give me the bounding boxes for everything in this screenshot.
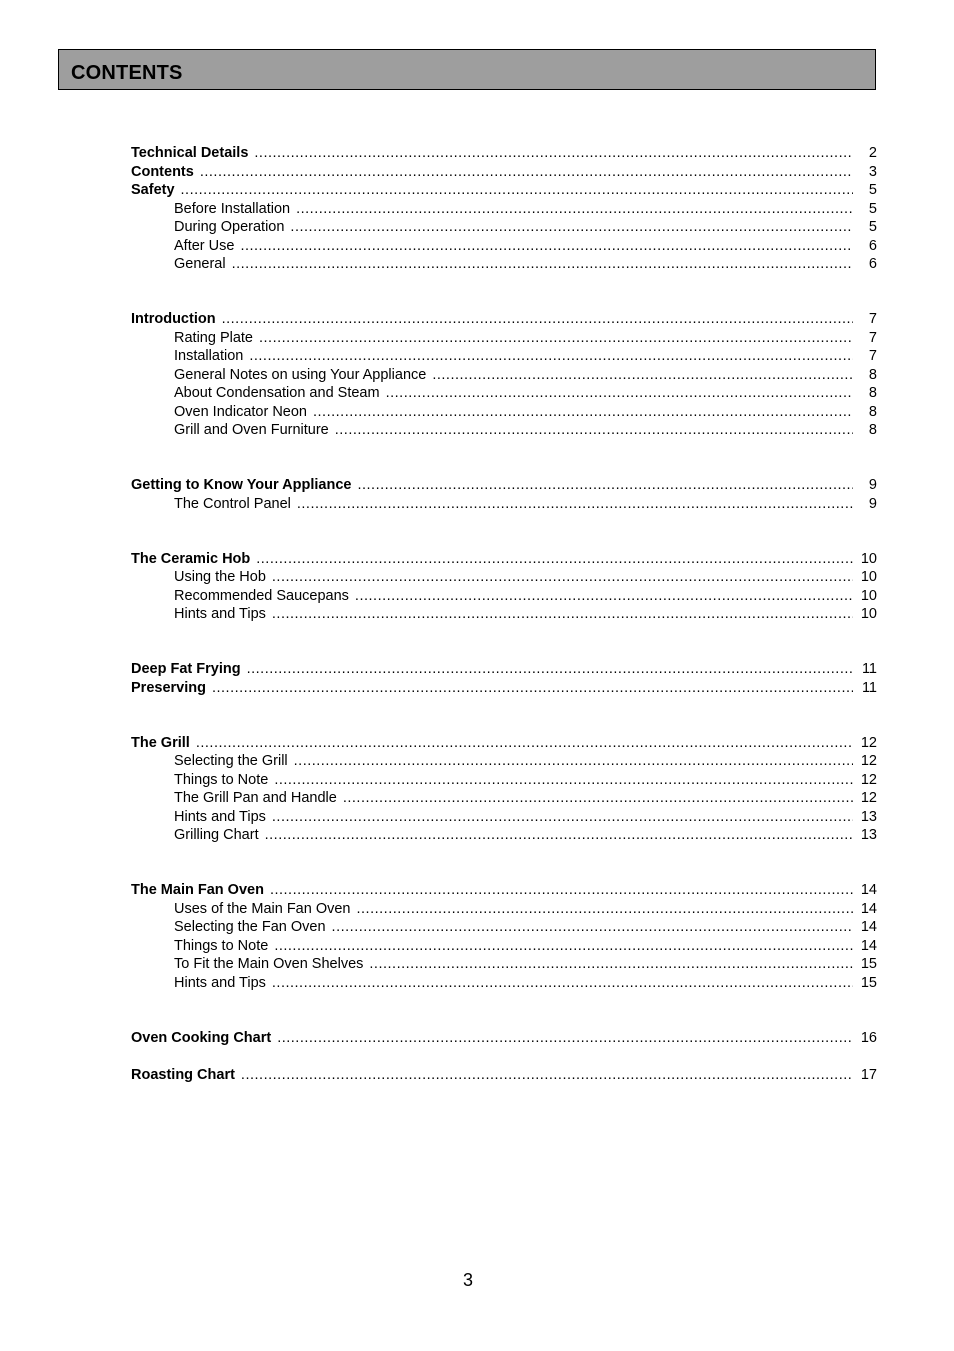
toc-entry-label: Using the Hob bbox=[174, 569, 266, 585]
dot-leader bbox=[290, 219, 853, 235]
toc-entry-page: 11 bbox=[861, 679, 877, 696]
dot-leader bbox=[265, 827, 853, 843]
toc-entry-sub[interactable] bbox=[131, 809, 877, 828]
toc-entry-sub[interactable] bbox=[131, 919, 877, 938]
toc-entry-label: General Notes on using Your Appliance bbox=[174, 366, 427, 383]
toc-entry-sub[interactable] bbox=[131, 827, 877, 846]
toc-entry-page: 7 bbox=[868, 348, 877, 364]
dot-leader bbox=[240, 238, 853, 254]
toc-section bbox=[131, 477, 877, 514]
toc-entry-label: Oven Indicator Neon bbox=[174, 403, 307, 420]
toc-entry-label: Selecting the Fan Oven bbox=[174, 919, 326, 935]
toc-entry-label: Contents bbox=[131, 163, 194, 180]
toc-entry-sub[interactable] bbox=[131, 385, 877, 404]
toc-entry-page: 15 bbox=[860, 974, 877, 991]
toc-entry-sub[interactable] bbox=[131, 753, 877, 772]
dot-leader bbox=[335, 422, 853, 438]
toc-entry-sub[interactable] bbox=[131, 569, 877, 588]
toc-entry-page: 16 bbox=[860, 1029, 877, 1046]
dot-leader bbox=[247, 661, 853, 677]
toc-entry-label: Uses of the Main Fan Oven bbox=[174, 900, 351, 917]
toc-section bbox=[131, 661, 877, 698]
toc-entry-label: Hints and Tips bbox=[174, 606, 266, 622]
toc-entry-sub[interactable] bbox=[131, 588, 877, 607]
dot-leader bbox=[386, 385, 853, 401]
toc-entry-page: 5 bbox=[868, 200, 877, 217]
dot-leader bbox=[212, 680, 853, 696]
toc-entry-sub[interactable] bbox=[131, 422, 877, 441]
toc-entry-page: 10 bbox=[860, 587, 877, 604]
toc-entry-sub[interactable] bbox=[131, 956, 877, 975]
dot-leader bbox=[274, 938, 853, 954]
toc-entry-page: 14 bbox=[860, 919, 877, 935]
toc-entry-main[interactable] bbox=[131, 1067, 877, 1086]
toc-entry-sub[interactable] bbox=[131, 238, 877, 257]
toc-entry-main[interactable] bbox=[131, 164, 877, 183]
dot-leader bbox=[272, 975, 853, 991]
toc-section bbox=[131, 311, 877, 441]
dot-leader bbox=[222, 311, 853, 327]
toc-entry-sub[interactable] bbox=[131, 975, 877, 994]
toc-entry-label: Introduction bbox=[131, 311, 216, 327]
toc-entry-sub[interactable] bbox=[131, 201, 877, 220]
toc-entry-page: 11 bbox=[861, 661, 877, 677]
toc-entry-label: To Fit the Main Oven Shelves bbox=[174, 956, 364, 972]
toc-section bbox=[131, 735, 877, 846]
toc-entry-page: 10 bbox=[860, 569, 877, 585]
toc-entry-sub[interactable] bbox=[131, 938, 877, 957]
dot-leader bbox=[241, 1067, 853, 1083]
toc-entry-label: Installation bbox=[174, 348, 244, 364]
toc-entry-sub[interactable] bbox=[131, 404, 877, 423]
toc-entry-label: Grill and Oven Furniture bbox=[174, 422, 329, 438]
toc-entry-page: 8 bbox=[868, 403, 877, 420]
toc-entry-main[interactable] bbox=[131, 477, 877, 496]
toc-entry-page: 13 bbox=[860, 808, 877, 825]
toc-entry-label: Selecting the Grill bbox=[174, 753, 288, 769]
toc-entry-page: 12 bbox=[860, 790, 877, 806]
dot-leader bbox=[294, 753, 853, 769]
toc-entry-label: The Main Fan Oven bbox=[131, 882, 264, 898]
toc-entry-page: 8 bbox=[868, 385, 877, 401]
dot-leader bbox=[259, 330, 853, 346]
toc-entry-page: 14 bbox=[860, 937, 877, 954]
dot-leader bbox=[357, 901, 854, 917]
toc-entry-page: 17 bbox=[860, 1066, 877, 1083]
toc-entry-label: Before Installation bbox=[174, 200, 291, 217]
dot-leader bbox=[432, 367, 853, 383]
toc-entry-page: 10 bbox=[860, 550, 877, 567]
dot-leader bbox=[355, 588, 853, 604]
toc-entry-label: During Operation bbox=[174, 219, 285, 235]
toc-section bbox=[131, 145, 877, 275]
toc-entry-sub[interactable] bbox=[131, 790, 877, 809]
toc-entry-main[interactable] bbox=[131, 680, 877, 699]
toc-entry-page: 5 bbox=[868, 182, 877, 198]
toc-entry-main[interactable] bbox=[131, 882, 877, 901]
dot-leader bbox=[181, 182, 853, 198]
toc-entry-page: 13 bbox=[860, 827, 877, 843]
toc-entry-page: 9 bbox=[868, 477, 877, 493]
toc-entry-page: 6 bbox=[868, 256, 877, 272]
dot-leader bbox=[256, 551, 853, 567]
toc-entry-label: About Condensation and Steam bbox=[174, 385, 380, 401]
dot-leader bbox=[196, 735, 853, 751]
dot-leader bbox=[297, 496, 853, 512]
dot-leader bbox=[332, 919, 853, 935]
toc-entry-label: Roasting Chart bbox=[131, 1066, 235, 1083]
toc-entry-main[interactable] bbox=[131, 661, 877, 680]
dot-leader bbox=[249, 348, 853, 364]
dot-leader bbox=[272, 606, 853, 622]
toc-entry-label: Getting to Know Your Appliance bbox=[131, 477, 352, 493]
toc-entry-main[interactable] bbox=[131, 735, 877, 754]
dot-leader bbox=[357, 477, 853, 493]
page-number: 3 bbox=[462, 1270, 473, 1290]
toc-entry-page: 7 bbox=[868, 311, 877, 327]
toc-entry-page: 14 bbox=[860, 882, 877, 898]
toc-section bbox=[131, 882, 877, 993]
toc-entry-page: 12 bbox=[860, 753, 877, 769]
toc-entry-label: Things to Note bbox=[174, 771, 269, 788]
toc-entry-label: Things to Note bbox=[174, 937, 269, 954]
toc-section bbox=[131, 1067, 877, 1086]
toc-entry-page: 15 bbox=[860, 956, 877, 972]
dot-leader bbox=[270, 882, 853, 898]
toc-entry-label: The Grill bbox=[131, 734, 190, 751]
toc-entry-page: 6 bbox=[868, 237, 877, 254]
toc-entry-page: 3 bbox=[868, 163, 877, 180]
toc-entry-sub[interactable] bbox=[131, 367, 877, 386]
toc-section bbox=[131, 1030, 877, 1049]
dot-leader bbox=[272, 569, 853, 585]
dot-leader bbox=[254, 145, 853, 161]
toc-entry-label: After Use bbox=[174, 237, 235, 254]
toc-entry-page: 12 bbox=[860, 771, 877, 788]
dot-leader bbox=[232, 256, 853, 272]
dot-leader bbox=[274, 772, 853, 788]
contents-header-bar bbox=[58, 49, 876, 90]
toc-entry-sub[interactable] bbox=[131, 348, 877, 367]
toc-entry-page: 8 bbox=[868, 366, 877, 383]
toc-entry-label: Grilling Chart bbox=[174, 827, 259, 843]
toc-entry-label: The Ceramic Hob bbox=[131, 550, 251, 567]
toc-entry-label: Technical Details bbox=[131, 145, 249, 161]
toc-entry-sub[interactable] bbox=[131, 256, 877, 275]
toc-entry-label: General bbox=[174, 256, 226, 272]
table-of-contents bbox=[131, 145, 877, 1122]
toc-entry-label: Oven Cooking Chart bbox=[131, 1029, 272, 1046]
toc-entry-label: Rating Plate bbox=[174, 329, 253, 346]
toc-entry-sub[interactable] bbox=[131, 496, 877, 515]
dot-leader bbox=[272, 809, 853, 825]
toc-entry-page: 2 bbox=[868, 145, 877, 161]
toc-entry-main[interactable] bbox=[131, 182, 877, 201]
toc-entry-sub[interactable] bbox=[131, 330, 877, 349]
toc-entry-main[interactable] bbox=[131, 145, 877, 164]
toc-entry-page: 10 bbox=[860, 606, 877, 622]
toc-entry-label: Recommended Saucepans bbox=[174, 587, 349, 604]
toc-entry-page: 8 bbox=[868, 422, 877, 438]
toc-entry-main[interactable] bbox=[131, 311, 877, 330]
toc-entry-label: Hints and Tips bbox=[174, 974, 266, 991]
toc-entry-page: 9 bbox=[868, 495, 877, 512]
toc-entry-page: 12 bbox=[860, 734, 877, 751]
toc-entry-label: Safety bbox=[131, 182, 175, 198]
toc-entry-label: Hints and Tips bbox=[174, 808, 266, 825]
toc-entry-label: The Grill Pan and Handle bbox=[174, 790, 337, 806]
dot-leader bbox=[296, 201, 853, 217]
dot-leader bbox=[200, 164, 853, 180]
toc-entry-sub[interactable] bbox=[131, 772, 877, 791]
toc-section bbox=[131, 551, 877, 625]
toc-entry-page: 5 bbox=[868, 219, 877, 235]
toc-entry-page: 14 bbox=[860, 900, 877, 917]
toc-entry-main[interactable] bbox=[131, 551, 877, 570]
toc-entry-main[interactable] bbox=[131, 1030, 877, 1049]
dot-leader bbox=[343, 790, 853, 806]
page-title: CONTENTS bbox=[71, 62, 183, 84]
dot-leader bbox=[369, 956, 853, 972]
toc-entry-page: 7 bbox=[868, 329, 877, 346]
dot-leader bbox=[277, 1030, 853, 1046]
toc-entry-sub[interactable] bbox=[131, 219, 877, 238]
dot-leader bbox=[313, 404, 853, 420]
toc-entry-label: Preserving bbox=[131, 679, 206, 696]
toc-entry-label: Deep Fat Frying bbox=[131, 661, 241, 677]
toc-entry-sub[interactable] bbox=[131, 606, 877, 625]
toc-entry-label: The Control Panel bbox=[174, 495, 291, 512]
toc-entry-sub[interactable] bbox=[131, 901, 877, 920]
